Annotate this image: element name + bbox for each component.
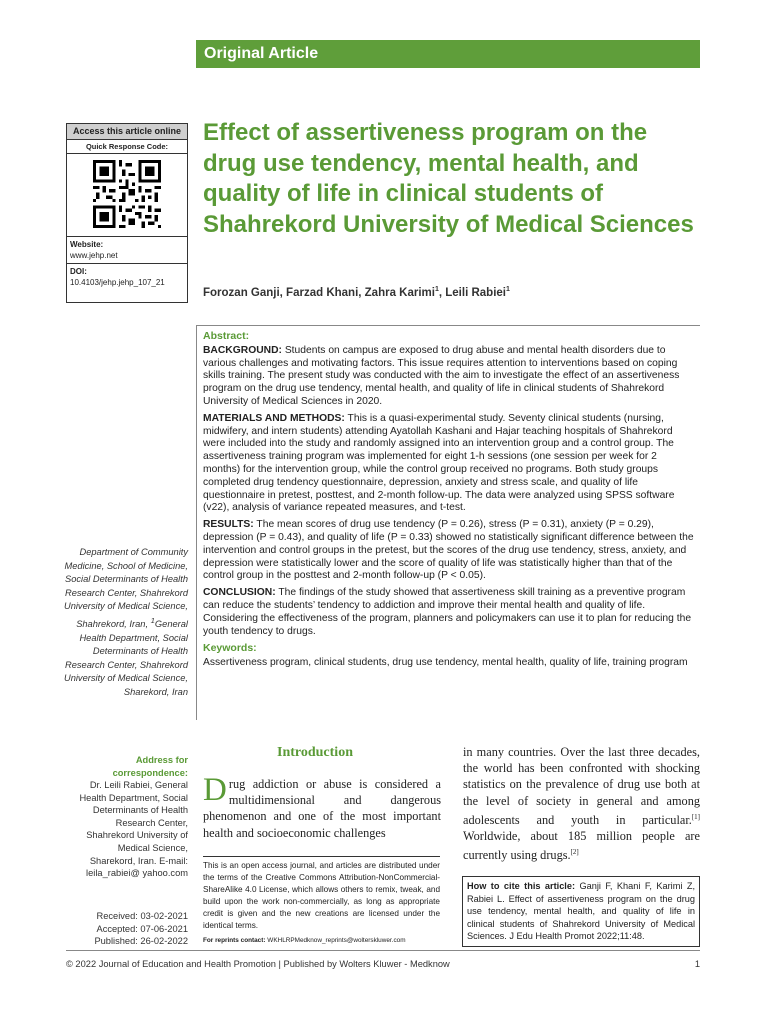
conclusion-text: The findings of the study showed that assertiveness skill training as a preventive program can reduce the students’ tendency to addiction and improve their mental health and quality of life. Considering the effectiveness of the program, planners and policymakers can use it to plan for reducing the youth tendency to drugs. <box>203 587 692 637</box>
results-label: RESULTS: <box>203 519 254 531</box>
date-published: Published: 26-02-2022 <box>94 936 188 947</box>
reprints-label: For reprints contact: <box>203 937 266 944</box>
reprints-email[interactable]: WKHLRPMedknow_reprints@wolterskluwer.com <box>267 937 406 944</box>
qr-area <box>67 154 187 237</box>
page-footer <box>66 959 700 969</box>
background-label: BACKGROUND: <box>203 344 282 356</box>
article-title: Effect of assertiveness program on the drug use tendency, mental health, and quality of life in clinical students of Shahrekord University of Medical Sciences <box>203 119 694 238</box>
intro-left-text: rug addiction or abuse is considered a multidimensional and dangerous phenomenon and one of the most important health and socioeconomic challenges <box>203 777 441 840</box>
access-online-box <box>66 123 188 303</box>
affiliations <box>62 546 188 700</box>
author-affil-mark-1: 1 <box>434 286 439 293</box>
access-box-heading: Access this article online <box>67 124 187 140</box>
website-link[interactable]: www.jehp.net <box>70 251 118 260</box>
qr-code-icon <box>93 160 161 228</box>
article-type-banner: Original Article <box>196 40 700 68</box>
cite-label: How to cite this article: <box>467 881 576 891</box>
introduction-col-left <box>203 772 441 841</box>
how-to-cite-box <box>462 876 700 947</box>
doi-link[interactable]: 10.4103/jehp.jehp_107_21 <box>70 278 165 287</box>
intro-right-text-2: Worldwide, about 185 million people are currently using drugs. <box>463 829 700 863</box>
correspondence-text: Dr. Leili Rabiei, General Health Department, Social Determinants of Health Research Center, Shahrekord University of Medical Science, Sharekord, Iran. E-mail: leila_rabiei@ yahoo.com <box>79 780 188 879</box>
introduction-heading: Introduction <box>277 745 353 760</box>
reprints-contact <box>203 937 463 944</box>
date-received: Received: 03-02-2021 <box>96 911 188 921</box>
affiliation-part-2: General Health Department, Social Determinants of Health Research Center, Shahrekord University of Medical Science, Sharekord, Iran <box>63 619 188 698</box>
qr-label: Quick Response Code: <box>67 140 187 154</box>
affiliation-part-1: Department of Community Medicine, School of Medicine, Social Determinants of Health Research Center, Shahrekord University of Medical Science, Shahrekord, Iran, <box>63 547 188 630</box>
doi-label: DOI: <box>70 267 87 276</box>
abstract-methods <box>203 413 696 515</box>
introduction-col-right <box>463 744 700 864</box>
article-dates <box>70 910 188 948</box>
footer-divider <box>66 950 700 951</box>
methods-text: This is a quasi-experimental study. Seventy clinical students (nursing, midwifery, and intern students) attending Ayatollah Kashani and Hajar teaching hospitals of Shahrekord were included into the study and randomly assigned into an intervention group and a control group. The assertiveness training program was implemented for eight 1-h sessions (one session per week for 2 months) for the intervention group, while the control group received no programs. Both study groups completed drug tendency questionnaire, depression, anxiety and stress scale, and quality of life questionnaire in pretest, posttest, and 2-month follow-up. The data were analyzed using SPSS software (v22), analysis of variance repeated measures, and t-test. <box>203 412 675 514</box>
keywords-heading: Keywords: <box>203 642 257 655</box>
page-number: 1 <box>694 959 700 969</box>
footer-copyright: © 2022 Journal of Education and Health Promotion | Published by Wolters Kluwer - Medknow <box>66 959 450 969</box>
date-accepted: Accepted: 07-06-2021 <box>96 923 188 934</box>
correspondence-heading: Address for correspondence: <box>112 755 188 778</box>
authors-part-2: , Leili Rabiei <box>438 286 506 299</box>
doi-cell <box>67 264 187 290</box>
conclusion-label: CONCLUSION: <box>203 587 276 599</box>
cite-text: Ganji F, Khani F, Karimi Z, Rabiei L. Effect of assertiveness program on the drug use tendency, mental health, and quality of life in clinical students of Shahrekord University of Medical Sciences. J Edu Health Promot 2022;11:48. <box>467 881 695 942</box>
intro-right-text-1: in many countries. Over the last three decades, the world has been confronted with shocking statistics on the prevalence of drug use both at the level of society in general and among adolescents and youth in particular. <box>463 745 700 827</box>
author-list <box>203 286 510 299</box>
keywords-text: Assertiveness program, clinical students, drug use tendency, mental health, quality of life, training program <box>203 657 688 669</box>
ref-1[interactable]: [1] <box>691 812 700 821</box>
authors-part-1: Forozan Ganji, Farzad Khani, Zahra Karimi <box>203 286 435 299</box>
abstract-conclusion <box>203 587 696 638</box>
results-text: The mean scores of drug use tendency (P = 0.26), stress (P = 0.31), anxiety (P = 0.29), depression (P = 0.43), and quality of life (P = 0.33) showed no statistically significant difference between the intervention and control groups in the pretest, but the scores of the drug use tendency, stress, anxiety, and depression were statistically lower and the score of quality of life was statistically higher than that of the control group in the posttest and 2-month follow-up (P < 0.05). <box>203 519 694 582</box>
abstract-heading: Abstract: <box>203 330 250 342</box>
abstract-results <box>203 519 696 583</box>
methods-label: MATERIALS AND METHODS: <box>203 412 345 424</box>
abstract-background <box>203 345 696 409</box>
website-label: Website: <box>70 240 104 249</box>
ref-2[interactable]: [2] <box>570 848 579 857</box>
author-affil-mark-2: 1 <box>505 286 510 293</box>
drop-cap: D <box>203 772 227 808</box>
open-access-note: This is an open access journal, and articles are distributed under the terms of the Creative Commons Attribution-NonCommercial-ShareAlike 4.0 License, which allows others to remix, tweak, and build upon the work non-commercially, as long as appropriate credit is given and the new creations are licensed under the identical terms. <box>203 856 440 932</box>
abstract-panel <box>196 325 700 720</box>
affiliation-mark: 1 <box>150 615 155 625</box>
website-cell <box>67 237 187 264</box>
background-text: Students on campus are exposed to drug abuse and mental health disorders due to various challenges and motivating factors. This issue requires attention to interventions based on coping skills training. The present study was conducted with the aim to investigate the effect of an assertiveness program on the drug use tendency, mental health, and quality of life in clinical students of Shahrekord University of Medical Sciences in 2020. <box>203 344 680 407</box>
